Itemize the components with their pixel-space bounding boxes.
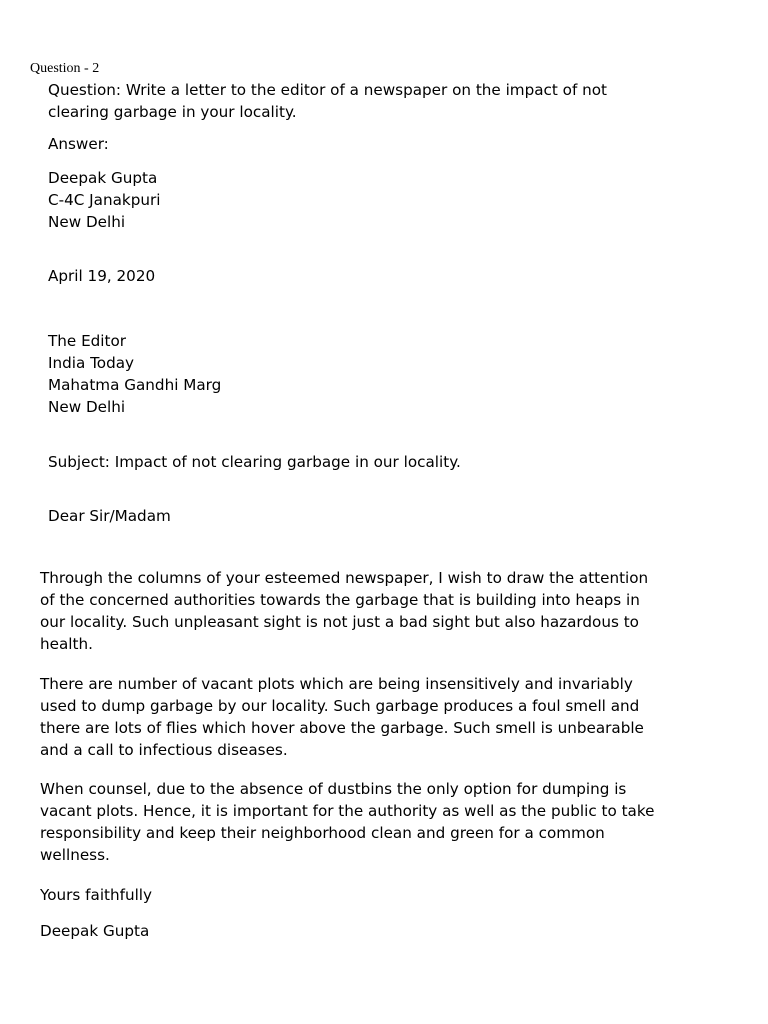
sender-name: Deepak Gupta xyxy=(48,169,158,187)
recipient-street: Mahatma Gandhi Marg xyxy=(48,376,222,394)
paragraph-line: health. xyxy=(40,635,93,653)
paragraph-line: of the concerned authorities towards the garbage that is building into heaps in xyxy=(40,591,640,609)
question-line: clearing garbage in your locality. xyxy=(48,103,297,121)
salutation: Dear Sir/Madam xyxy=(48,507,171,525)
question-number: Question - 2 xyxy=(30,61,100,76)
paragraph-line: responsibility and keep their neighborhood clean and green for a common xyxy=(40,824,605,842)
paragraph-line: vacant plots. Hence, it is important for the authority as well as the public to take xyxy=(40,802,655,820)
closing: Yours faithfully xyxy=(40,886,153,904)
question-line: Question: Write a letter to the editor of a newspaper on the impact of not xyxy=(48,81,608,99)
paragraph-line: there are lots of flies which hover above the garbage. Such smell is unbearable xyxy=(40,719,644,737)
paragraph-line: There are number of vacant plots which are being insensitively and invariably xyxy=(40,675,633,693)
paragraph-line: and a call to infectious diseases. xyxy=(40,741,288,759)
recipient-city: New Delhi xyxy=(48,398,126,416)
paragraph-line: used to dump garbage by our locality. Such garbage produces a foul smell and xyxy=(40,697,640,715)
question-text xyxy=(48,79,738,123)
letter-date: April 19, 2020 xyxy=(48,267,156,285)
recipient-title: The Editor xyxy=(48,332,127,350)
sender-address-line: New Delhi xyxy=(48,213,126,231)
paragraph-line: wellness. xyxy=(40,846,110,864)
recipient-address xyxy=(48,330,738,418)
signature: Deepak Gupta xyxy=(40,922,150,940)
sender-address-line: C-4C Janakpuri xyxy=(48,191,161,209)
sender-address xyxy=(48,167,738,233)
paragraph-line: When counsel, due to the absence of dustbins the only option for dumping is xyxy=(40,780,627,798)
paragraph-line: Through the columns of your esteemed newspaper, I wish to draw the attention xyxy=(40,569,649,587)
paragraph-line: our locality. Such unpleasant sight is not just a bad sight but also hazardous to xyxy=(40,613,639,631)
body-paragraph-2 xyxy=(40,673,740,761)
recipient-organization: India Today xyxy=(48,354,135,372)
answer-label: Answer: xyxy=(48,135,109,153)
letter-subject: Subject: Impact of not clearing garbage in our locality. xyxy=(48,453,461,471)
body-paragraph-1 xyxy=(40,567,740,655)
body-paragraph-3 xyxy=(40,778,740,866)
